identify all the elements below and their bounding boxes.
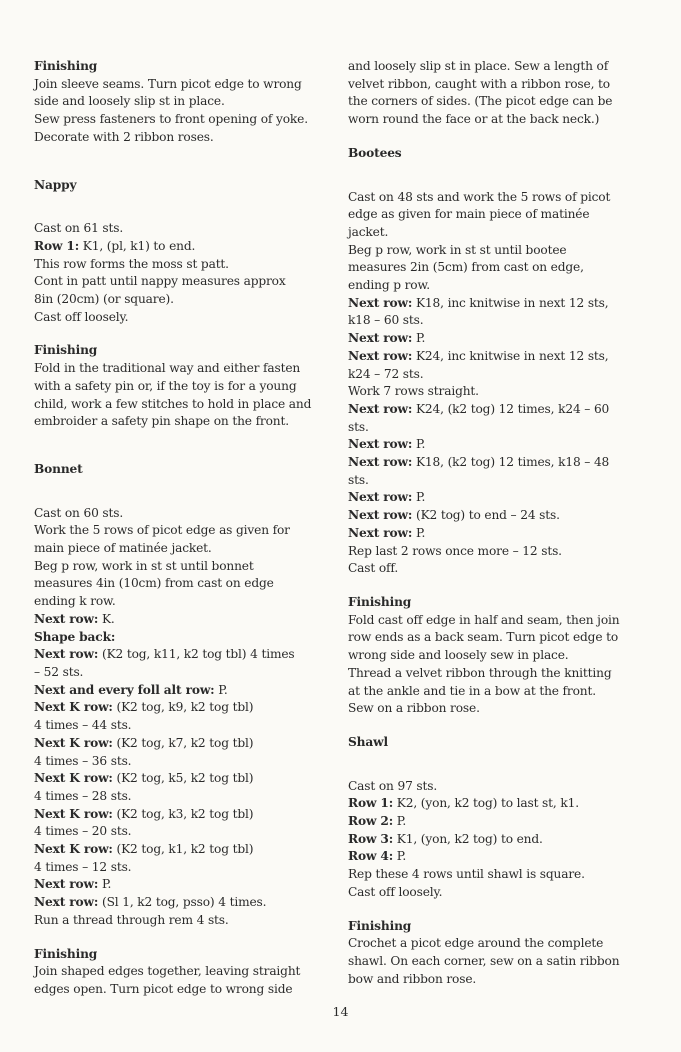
text-line [348, 295, 648, 313]
text-line: 4 times – 28 sts. [34, 788, 132, 803]
text-line: sts. [348, 419, 369, 434]
row-instruction: K1, (pl, k1) to end. [79, 238, 196, 253]
row-label: Row 1: [348, 796, 394, 811]
text-line: Sew press fasteners to front opening of yoke. [34, 112, 308, 127]
row-label: Next row: [348, 295, 413, 310]
spacer [348, 752, 648, 778]
text-line: Join sleeve seams. Turn picot edge to wrong [34, 76, 302, 91]
section-heading: Finishing [34, 946, 98, 961]
text-line: measures 4in (10cm) from cast on edge [34, 576, 274, 591]
text-line: Cast on 61 sts. [34, 221, 124, 236]
row-label: Next row: [34, 895, 99, 910]
text-line: Decorate with 2 ribbon roses. [34, 129, 214, 144]
text-line [34, 238, 334, 256]
spacer [34, 194, 334, 220]
text-line: main piece of matinée jacket. [34, 541, 212, 556]
row-label: Next row: [348, 331, 413, 346]
text-line: Join shaped edges together, leaving straight [34, 964, 301, 979]
text-line [348, 848, 648, 866]
text-line: sts. [348, 472, 369, 487]
text-line: Cast off loosely. [34, 309, 129, 324]
text-line [348, 454, 648, 472]
text-line [34, 894, 334, 912]
row-instruction: P. [393, 849, 407, 864]
text-line: – 52 sts. [34, 664, 84, 679]
text-line [348, 831, 648, 849]
text-line: Cast on 97 sts. [348, 778, 438, 793]
section-heading: Nappy [34, 177, 77, 192]
row-instruction: K. [98, 611, 115, 626]
row-instruction: K2, (yon, k2 tog) to last st, k1. [393, 796, 579, 811]
row-label: Row 4: [348, 849, 394, 864]
text-line [348, 401, 648, 419]
spacer [34, 326, 334, 342]
text-line: side and loosely slip st in place. [34, 94, 225, 109]
row-instruction: P. [412, 437, 426, 452]
row-instruction: K24, (k2 tog) 12 times, k24 – 60 [412, 401, 610, 416]
text-line [348, 795, 648, 813]
row-instruction: (K2 tog, k1, k2 tog tbl) [112, 842, 254, 857]
text-line: k18 – 60 sts. [348, 313, 424, 328]
spacer [348, 163, 648, 189]
text-line: ending p row. [348, 278, 431, 293]
row-label: Next row: [348, 455, 413, 470]
spacer [348, 578, 648, 594]
text-line: 4 times – 12 sts. [34, 859, 132, 874]
row-label: Next row: [34, 877, 99, 892]
row-label: Next row: [34, 611, 99, 626]
text-line [34, 646, 334, 664]
row-label: Next K row: [34, 700, 113, 715]
text-line: edge as given for main piece of matinée [348, 207, 590, 222]
right-column [348, 58, 648, 988]
text-line: edges open. Turn picot edge to wrong side [34, 981, 293, 996]
text-line [34, 876, 334, 894]
page-number: 14 [332, 1004, 349, 1019]
text-line: bow and ribbon rose. [348, 971, 477, 986]
row-instruction: (K2 tog, k7, k2 tog tbl) [112, 735, 254, 750]
text-line: Fold cast off edge in half and seam, then join [348, 612, 620, 627]
text-line [34, 841, 334, 859]
row-label: Next row: [348, 348, 413, 363]
section-heading: Finishing [348, 594, 412, 609]
section-heading: Finishing [34, 343, 98, 358]
row-label: Next K row: [34, 842, 113, 857]
row-instruction: (Sl 1, k2 tog, psso) 4 times. [98, 895, 267, 910]
spacer [34, 147, 334, 177]
left-column [34, 58, 334, 999]
text-line: This row forms the moss st patt. [34, 256, 229, 271]
section-heading: Finishing [348, 918, 412, 933]
text-line [348, 436, 648, 454]
section-heading: Bootees [348, 145, 402, 160]
text-line [34, 682, 334, 700]
text-line: measures 2in (5cm) from cast on edge, [348, 260, 584, 275]
text-line: child, work a few stitches to hold in place and [34, 396, 312, 411]
text-line: with a safety pin or, if the toy is for a young [34, 378, 297, 393]
spacer [348, 129, 648, 145]
text-line: and loosely slip st in place. Sew a length of [348, 59, 609, 73]
row-instruction: (K2 tog, k11, k2 tog tbl) 4 times [98, 647, 295, 662]
spacer [348, 902, 648, 918]
row-instruction: (K2 tog, k5, k2 tog tbl) [112, 771, 254, 786]
text-line: Cont in patt until nappy measures approx [34, 274, 286, 289]
text-line: Rep last 2 rows once more – 12 sts. [348, 543, 562, 558]
row-label: Row 1: [34, 238, 80, 253]
text-line: Sew on a ribbon rose. [348, 701, 480, 716]
text-line [348, 813, 648, 831]
text-line: 4 times – 36 sts. [34, 753, 132, 768]
row-instruction: P. [393, 814, 407, 829]
row-instruction: (K2 tog, k9, k2 tog tbl) [112, 700, 254, 715]
row-label: Shape back: [34, 629, 116, 644]
text-line [34, 806, 334, 824]
spacer [34, 479, 334, 505]
text-line: Crochet a picot edge around the complete [348, 936, 604, 951]
row-label: Next row: [348, 508, 413, 523]
row-label: Next K row: [34, 771, 113, 786]
row-label: Next row: [348, 490, 413, 505]
text-line: Cast on 60 sts. [34, 505, 124, 520]
text-line: ending k row. [34, 594, 116, 609]
row-instruction: K18, (k2 tog) 12 times, k18 – 48 [412, 455, 610, 470]
row-label: Row 2: [348, 814, 394, 829]
row-label: Next K row: [34, 735, 113, 750]
text-line: worn round the face or at the back neck.) [348, 112, 600, 127]
row-instruction: (K2 tog) to end – 24 sts. [412, 508, 560, 523]
row-instruction: K18, inc knitwise in next 12 sts, [412, 295, 609, 310]
row-label: Next and every foll alt row: [34, 682, 215, 697]
text-line: the corners of sides. (The picot edge can be [348, 94, 613, 109]
row-label: Row 3: [348, 831, 394, 846]
text-line: Cast off loosely. [348, 884, 443, 899]
text-line: wrong side and loosely sew in place. [348, 648, 569, 663]
text-line: Rep these 4 rows until shawl is square. [348, 867, 585, 882]
text-line: k24 – 72 sts. [348, 366, 424, 381]
text-line: row ends as a back seam. Turn picot edge to [348, 630, 619, 645]
section-heading: Finishing [34, 59, 98, 73]
text-line: Beg p row, work in st st until bootee [348, 242, 567, 257]
section-heading: Shawl [348, 734, 388, 749]
row-label: Next row: [348, 437, 413, 452]
row-instruction: P. [412, 490, 426, 505]
text-line: shawl. On each corner, sew on a satin ribbon [348, 953, 620, 968]
row-instruction: P. [412, 525, 426, 540]
text-line: 8in (20cm) (or square). [34, 292, 174, 307]
text-line: 4 times – 44 sts. [34, 718, 132, 733]
text-line: at the ankle and tie in a bow at the front. [348, 683, 596, 698]
text-line: Thread a velvet ribbon through the knitting [348, 665, 612, 680]
row-label: Next row: [34, 647, 99, 662]
text-line: Cast off. [348, 561, 399, 576]
row-instruction: P. [98, 877, 112, 892]
text-line [348, 348, 648, 366]
row-instruction: K1, (yon, k2 tog) to end. [393, 831, 543, 846]
text-line [348, 489, 648, 507]
text-line: embroider a safety pin shape on the front. [34, 414, 289, 429]
text-line [348, 525, 648, 543]
text-line: jacket. [348, 224, 389, 239]
spacer [348, 718, 648, 734]
text-line: Run a thread through rem 4 sts. [34, 912, 229, 927]
text-line [34, 699, 334, 717]
row-label: Next K row: [34, 806, 113, 821]
text-line: 4 times – 20 sts. [34, 824, 132, 839]
row-instruction: P. [214, 682, 228, 697]
text-line [34, 611, 334, 629]
spacer [34, 930, 334, 946]
text-line [34, 770, 334, 788]
row-instruction: K24, inc knitwise in next 12 sts, [412, 348, 609, 363]
text-line: Beg p row, work in st st until bonnet [34, 558, 254, 573]
row-instruction: P. [412, 331, 426, 346]
row-instruction: (K2 tog, k3, k2 tog tbl) [112, 806, 254, 821]
section-heading: Bonnet [34, 461, 83, 476]
text-line: velvet ribbon, caught with a ribbon rose, to [348, 76, 610, 91]
text-line [348, 507, 648, 525]
text-line [34, 629, 334, 647]
text-line: Work 7 rows straight. [348, 384, 479, 399]
spacer [34, 431, 334, 461]
text-line [34, 735, 334, 753]
row-label: Next row: [348, 525, 413, 540]
text-line: Cast on 48 sts and work the 5 rows of picot [348, 189, 611, 204]
row-label: Next row: [348, 401, 413, 416]
text-line: Fold in the traditional way and either fasten [34, 361, 301, 376]
text-line: Work the 5 rows of picot edge as given for [34, 523, 290, 538]
text-line [348, 330, 648, 348]
